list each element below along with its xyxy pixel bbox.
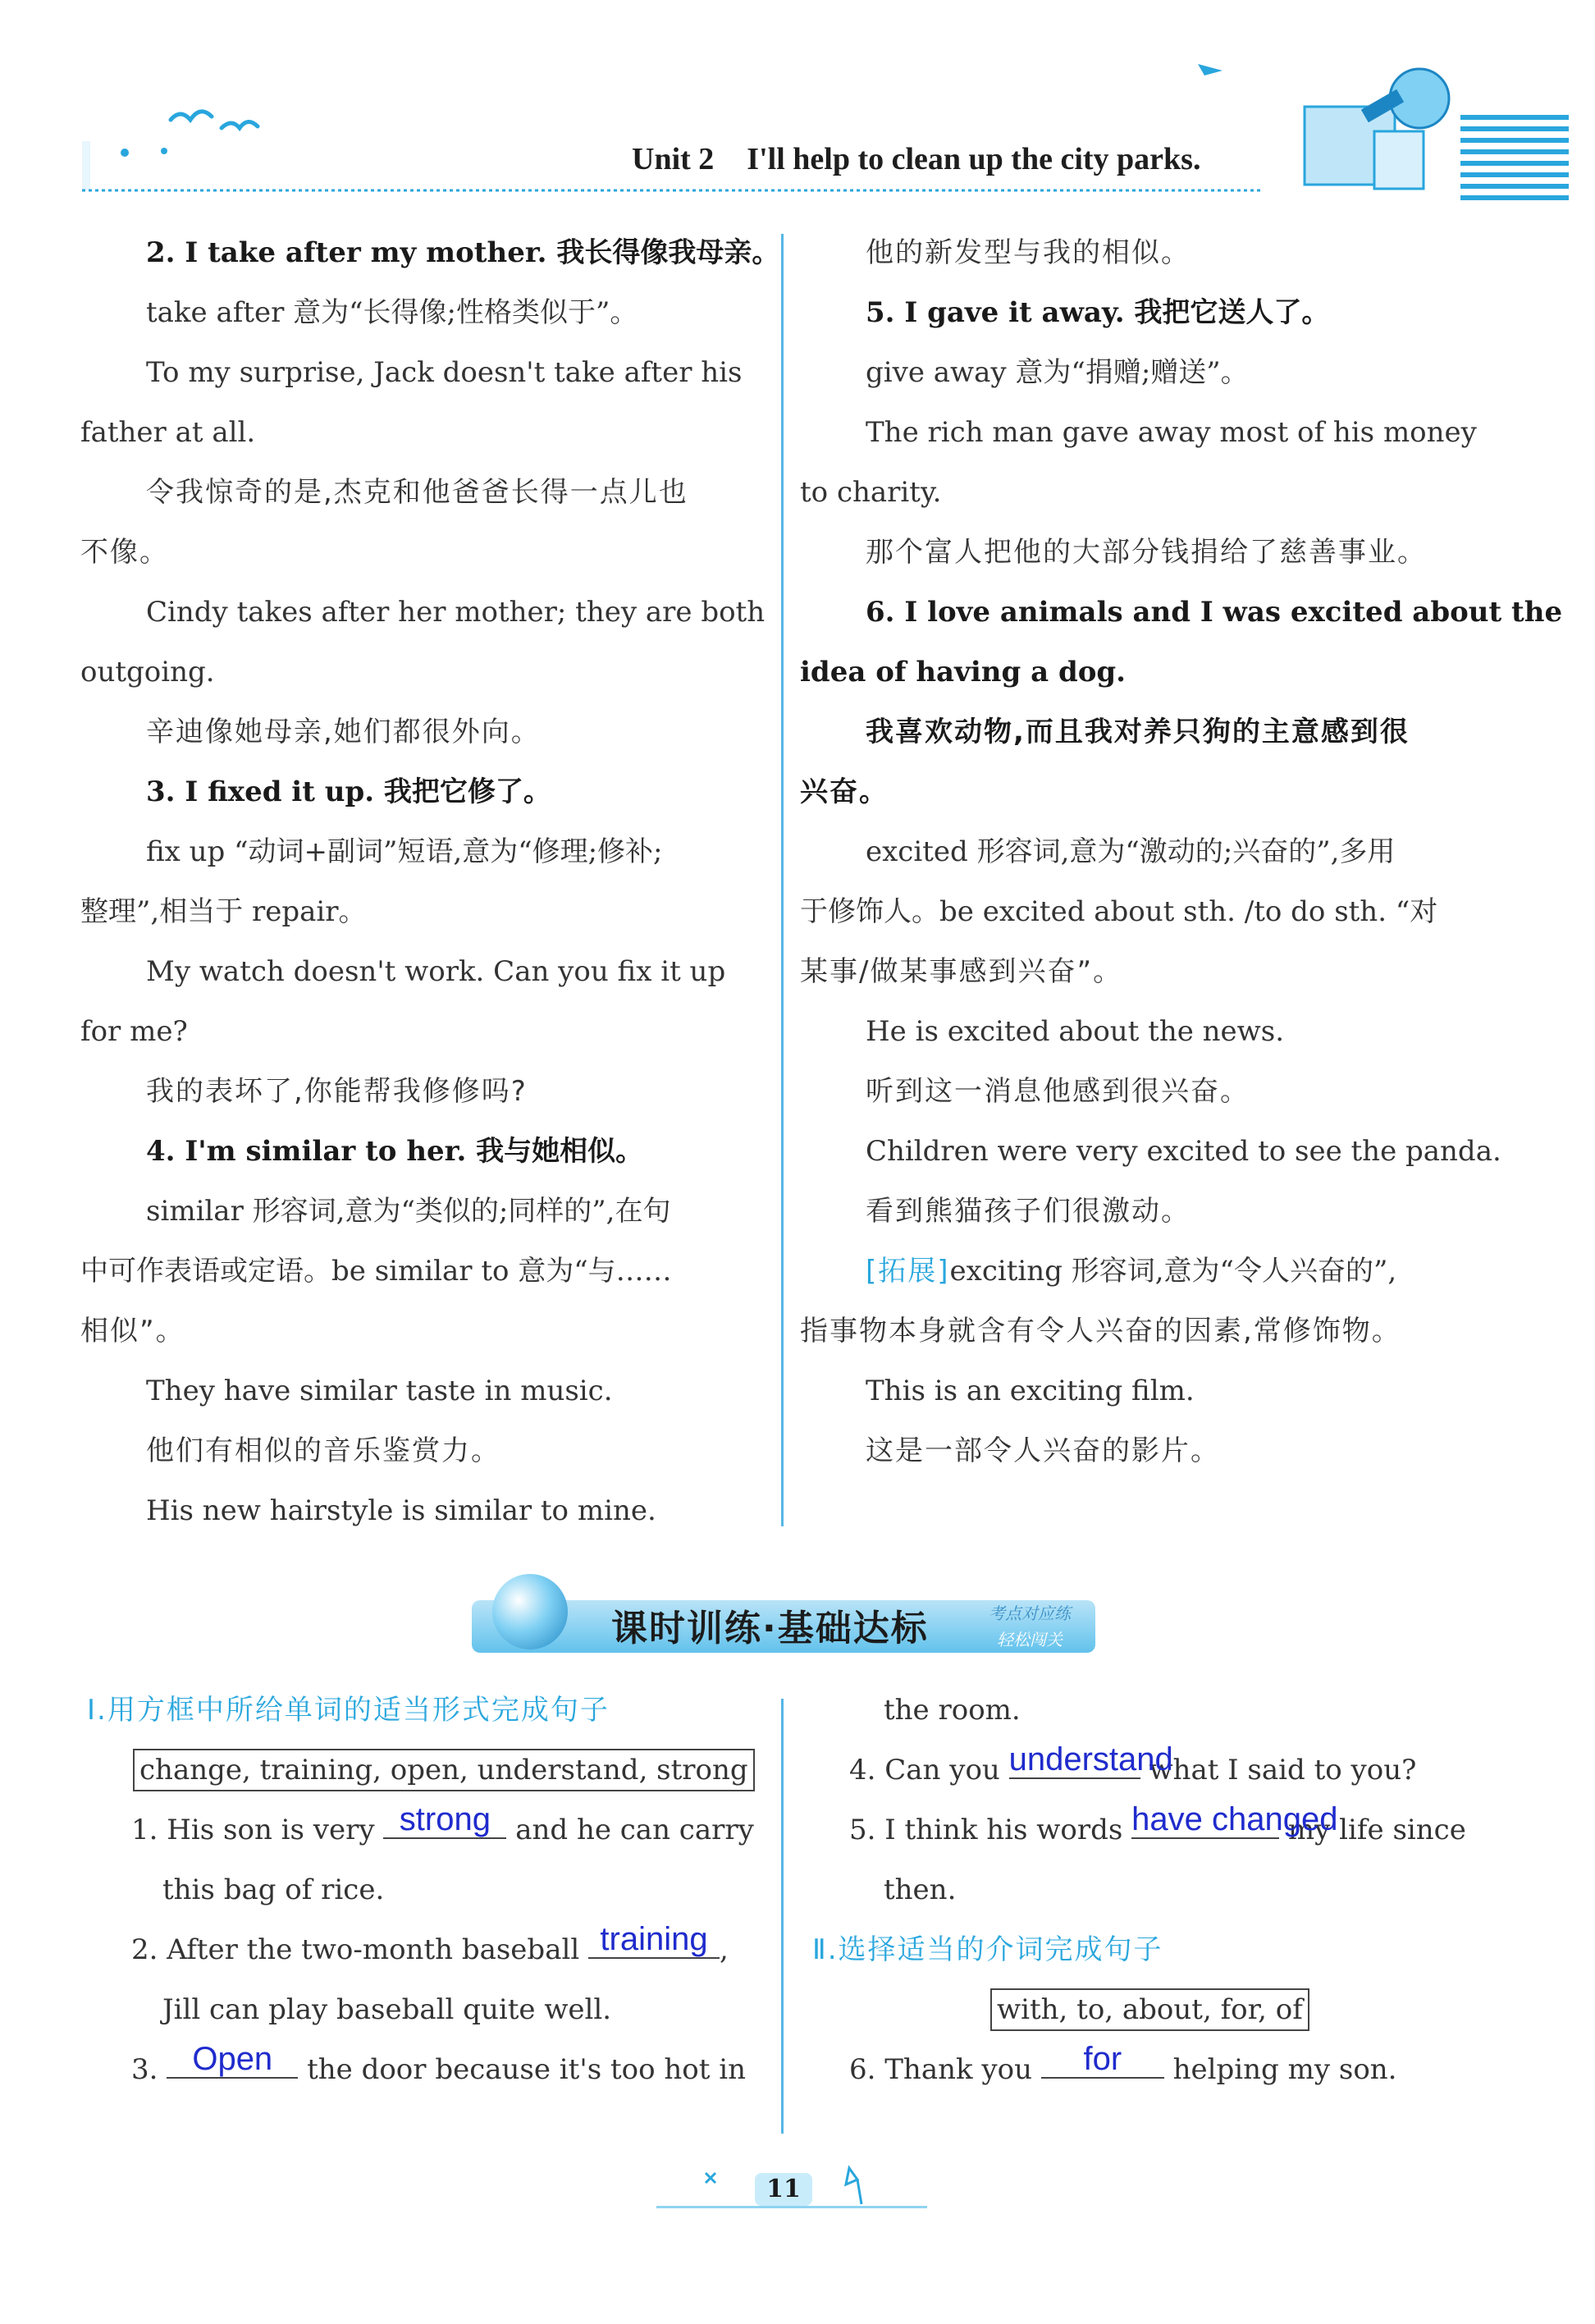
unit-title: I'll help to clean up the city parks.	[747, 142, 1201, 176]
text-line: take after 意为“长得像;性格类似于”。	[146, 296, 638, 329]
text-line: 4. I'm similar to her. 我与她相似。	[146, 1135, 644, 1168]
text-line: 他们有相似的音乐鉴赏力。	[146, 1434, 500, 1467]
text-line: 不像。	[80, 536, 169, 569]
text-line: 某事/做某事感到兴奋”。	[800, 955, 1123, 988]
telescope-globe-icon	[1198, 64, 1449, 189]
answer-blank-2[interactable]	[588, 1921, 720, 1959]
text-line: The rich man gave away most of his money	[866, 416, 1477, 449]
exercise-left	[87, 1681, 755, 2100]
answer-blank-1[interactable]	[383, 1801, 506, 1839]
text-line: Children were very excited to see the panda.	[866, 1135, 1501, 1168]
section-1-title: Ⅰ.用方框中所给单词的适当形式完成句子	[87, 1694, 610, 1727]
left-column	[80, 223, 780, 1541]
text-line: give away 意为“捐赠;赠送”。	[866, 356, 1249, 389]
text-line: outgoing.	[80, 656, 215, 689]
question-1-cont: this bag of rice.	[162, 1873, 385, 1906]
banner-title: 课时训练·基础达标	[611, 1608, 929, 1649]
column-divider	[781, 234, 784, 1526]
globe-icon	[492, 1574, 568, 1649]
text-line: 整理”,相当于 repair。	[80, 895, 367, 928]
text-line: 我的表坏了,你能帮我修修吗?	[146, 1075, 528, 1108]
text-line: idea of having a dog.	[800, 656, 1127, 689]
text-line: This is an exciting film.	[866, 1375, 1195, 1407]
question-5: 5. I think his words have changed my life since	[849, 1801, 1466, 1846]
text-line: excited 形容词,意为“激动的;兴奋的”,多用	[866, 835, 1396, 868]
extension-tag: [拓展]	[866, 1255, 950, 1288]
text-line: 令我惊奇的是,杰克和他爸爸长得一点儿也	[146, 476, 688, 509]
answer-1: strong	[399, 1801, 491, 1837]
header-stripes	[1460, 115, 1569, 207]
header-rule	[82, 187, 1264, 194]
answer-4: understand	[1008, 1741, 1173, 1777]
answer-blank-6[interactable]	[1041, 2041, 1164, 2079]
text-line: 听到这一消息他感到很兴奋。	[866, 1075, 1250, 1108]
answer-blank-3[interactable]	[167, 2041, 298, 2079]
unit-label: Unit 2	[632, 142, 715, 176]
answer-3: Open	[192, 2041, 273, 2077]
text-line: 指事物本身就含有令人兴奋的因素,常修饰物。	[800, 1315, 1401, 1347]
header-title	[632, 141, 1200, 177]
text-line: Cindy takes after her mother; they are both	[146, 596, 766, 629]
answer-2: training	[600, 1921, 708, 1957]
text-line: 辛迪像她母亲,她们都很外向。	[146, 716, 541, 748]
footer-line	[656, 2206, 927, 2208]
text-line: to charity.	[800, 476, 942, 509]
pinwheel-icon	[846, 2168, 861, 2204]
text-line: 中可作表语或定语。be similar to 意为“与……	[80, 1255, 672, 1288]
page-number: 11	[755, 2173, 812, 2206]
answer-6: for	[1083, 2041, 1122, 2077]
text-line: similar 形容词,意为“类似的;同样的”,在句	[146, 1195, 671, 1228]
question-4: 4. Can you understand what I said to you?	[849, 1741, 1417, 1786]
exercise-right	[812, 1681, 1466, 2100]
text-line: 这是一部令人兴奋的影片。	[866, 1434, 1220, 1467]
text-line: 于修饰人。be excited about sth. /to do sth. “对	[800, 895, 1438, 928]
answer-5: have changed	[1131, 1801, 1338, 1837]
question-2-cont: Jill can play baseball quite well.	[162, 1993, 612, 2026]
banner-subtitle-2: 轻松闯关	[997, 1630, 1063, 1649]
word-box-2: with, to, about, for, of	[990, 1988, 1309, 2031]
text-line: His new hairstyle is similar to mine.	[146, 1494, 656, 1527]
answer-blank-5[interactable]	[1131, 1801, 1338, 1839]
text-line: To my surprise, Jack doesn't take after his	[146, 356, 743, 389]
section-2-title: Ⅱ.选择适当的介词完成句子	[812, 1933, 1163, 1966]
text-line: He is excited about the news.	[866, 1015, 1285, 1048]
banner-subtitle: 考点对应练	[989, 1603, 1071, 1623]
header-decoration	[74, 49, 1584, 205]
question-5-cont: then.	[884, 1873, 957, 1906]
question-1: 1. His son is very strong and he can carry	[131, 1801, 754, 1846]
text-line: 5. I gave it away. 我把它送人了。	[866, 296, 1330, 329]
text-line: [拓展]exciting 形容词,意为“令人兴奋的”,	[866, 1255, 1397, 1288]
answer-blank-4[interactable]	[1008, 1741, 1173, 1779]
exercise-divider	[781, 1699, 784, 2134]
word-box-1: change, training, open, understand, strong	[133, 1749, 755, 1791]
text-line: 我喜欢动物,而且我对养只狗的主意感到很	[866, 716, 1410, 748]
question-2: 2. After the two-month baseball training ,	[131, 1921, 729, 1966]
text-line: 6. I love animals and I was excited about the	[866, 596, 1563, 629]
text-line: 他的新发型与我的相似。	[866, 236, 1191, 269]
question-3: 3. Open the door because it's too hot in	[131, 2041, 746, 2086]
question-6: 6. Thank you for helping my son.	[849, 2041, 1397, 2086]
text-line: 兴奋。	[800, 775, 889, 808]
text-line: 3. I fixed it up. 我把它修了。	[146, 775, 551, 808]
text-line: 相似”。	[80, 1315, 185, 1347]
text-line: 看到熊猫孩子们很激动。	[866, 1195, 1191, 1228]
text-line: 那个富人把他的大部分钱捐给了慈善事业。	[866, 536, 1427, 569]
text-line: fix up “动词+副词”短语,意为“修理;修补;	[146, 835, 663, 868]
text-line: father at all.	[80, 416, 256, 449]
star-icon	[706, 2173, 715, 2183]
text-line: 2. I take after my mother. 我长得像我母亲。	[146, 236, 780, 269]
text-line: for me?	[80, 1015, 188, 1048]
question-3-cont: the room.	[884, 1694, 1021, 1727]
right-column	[800, 223, 1563, 1481]
bird-icon	[171, 112, 258, 128]
text-line: They have similar taste in music.	[146, 1375, 613, 1407]
text-line: My watch doesn't work. Can you fix it up	[146, 955, 726, 988]
